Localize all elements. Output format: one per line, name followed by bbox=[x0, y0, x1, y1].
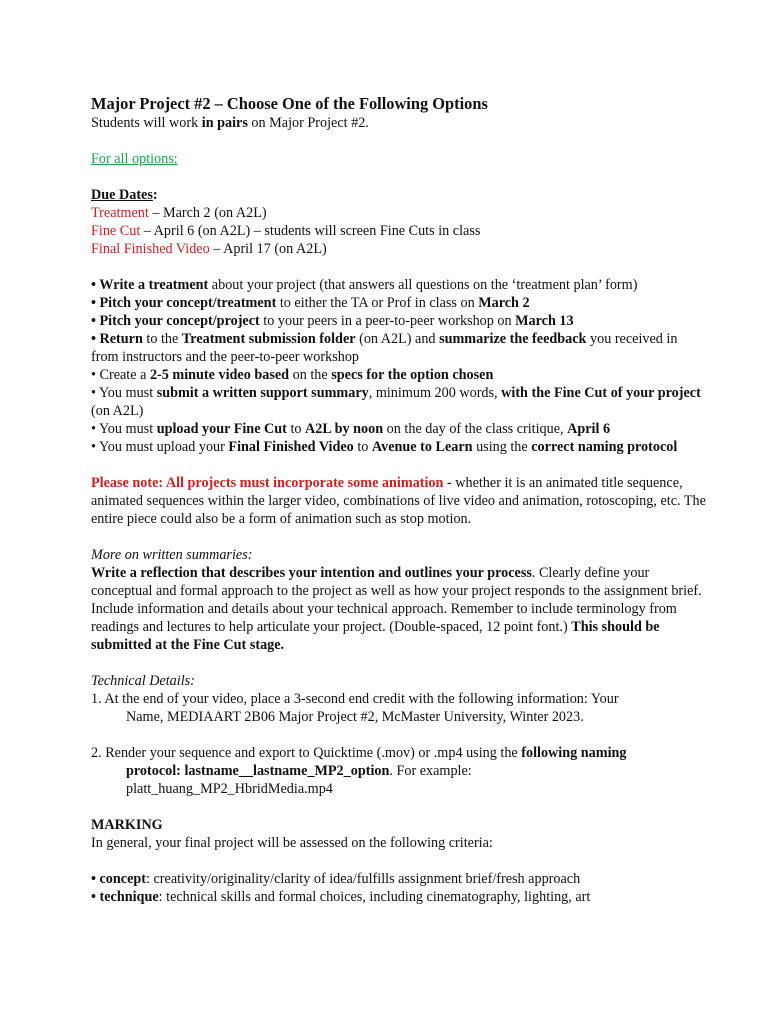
requirement-text: to the bbox=[142, 331, 182, 347]
note-lead: Please note: All projects must incorporate some animation bbox=[91, 475, 444, 491]
requirement-bold: April 6 bbox=[567, 421, 611, 437]
requirement-bold: correct naming protocol bbox=[531, 439, 678, 455]
spacer bbox=[91, 168, 708, 186]
summaries-heading: More on written summaries: bbox=[91, 547, 253, 563]
due-date-label: Treatment bbox=[91, 205, 149, 221]
requirement-text: , minimum 200 words, bbox=[368, 385, 502, 401]
requirement-bold: with the Fine Cut of your project bbox=[501, 385, 701, 401]
requirement-text: • You must upload your bbox=[91, 439, 229, 455]
technical-item-2-line-2 bbox=[91, 762, 708, 780]
due-date-text: – March 2 (on A2L) bbox=[148, 205, 267, 221]
criterion-bold: • technique bbox=[91, 889, 159, 905]
intro-text-end: on Major Project #2. bbox=[247, 115, 369, 131]
due-dates-title: Due Dates bbox=[91, 187, 153, 203]
requirement-text: (on A2L) and bbox=[355, 331, 440, 347]
animation-note bbox=[91, 474, 708, 528]
requirement-text: about your project (that answers all questions on the ‘treatment plan’ form) bbox=[208, 277, 638, 293]
requirement-item bbox=[91, 438, 708, 456]
requirement-text: (on A2L) bbox=[91, 403, 144, 419]
due-date-label: Final Finished Video bbox=[91, 241, 210, 257]
requirement-text: • You must bbox=[91, 385, 157, 401]
requirement-bold: summarize the feedback bbox=[439, 331, 587, 347]
requirement-bold: March 13 bbox=[515, 313, 574, 329]
requirement-text: you received in from instructors and the peer-to-peer workshop bbox=[91, 331, 678, 365]
technical-heading: Technical Details: bbox=[91, 673, 195, 689]
requirement-text: to bbox=[353, 439, 372, 455]
summaries-paragraph bbox=[91, 564, 708, 654]
due-date-final-video bbox=[91, 240, 708, 258]
requirement-bold: upload your Fine Cut bbox=[156, 421, 287, 437]
requirement-bold: submit a written support summary bbox=[156, 385, 369, 401]
spacer bbox=[91, 258, 708, 276]
requirement-item bbox=[91, 330, 708, 366]
requirement-text: • Create a bbox=[91, 367, 150, 383]
technical-item-1-line-2: Name, MEDIAART 2B06 Major Project #2, McMaster University, Winter 2023. bbox=[126, 709, 584, 725]
requirement-bold: Avenue to Learn bbox=[371, 439, 473, 455]
requirement-bold: • Pitch your concept/treatment bbox=[91, 295, 277, 311]
spacer bbox=[91, 456, 708, 474]
requirement-item bbox=[91, 420, 708, 438]
due-date-text: – April 6 (on A2L) – students will screen Fine Cuts in class bbox=[140, 223, 481, 239]
intro-paragraph bbox=[91, 114, 708, 132]
summaries-bold-end: This should be submitted at the Fine Cut stage. bbox=[91, 619, 660, 653]
spacer bbox=[91, 528, 708, 546]
requirement-text: to bbox=[286, 421, 306, 437]
criterion-text: : creativity/originality/clarity of idea/fulfills assignment brief/fresh approach bbox=[146, 871, 581, 887]
spacer bbox=[91, 726, 708, 744]
requirement-text: • You must bbox=[91, 421, 157, 437]
requirement-text: on the day of the class critique, bbox=[383, 421, 568, 437]
technical-item-1-line-1: 1. At the end of your video, place a 3-second end credit with the following information: Your bbox=[91, 691, 619, 707]
intro-text: Students will work bbox=[91, 115, 202, 131]
due-dates-heading bbox=[91, 186, 708, 204]
technical-bold: following naming bbox=[521, 745, 627, 761]
technical-text: . For example: bbox=[389, 763, 472, 779]
requirement-item bbox=[91, 312, 708, 330]
marking-intro: In general, your final project will be assessed on the following criteria: bbox=[91, 835, 493, 851]
requirement-bold: • Pitch your concept/project bbox=[91, 313, 260, 329]
spacer bbox=[91, 852, 708, 870]
requirement-text: to your peers in a peer-to-peer workshop on bbox=[259, 313, 516, 329]
requirement-item bbox=[91, 366, 708, 384]
requirement-bold: • Write a treatment bbox=[91, 277, 209, 293]
requirement-bold: March 2 bbox=[478, 295, 530, 311]
due-date-label: Fine Cut bbox=[91, 223, 141, 239]
due-date-treatment bbox=[91, 204, 708, 222]
summaries-bold-lead: Write a reflection that describes your intention and outlines your process bbox=[91, 565, 532, 581]
note-text: - whether it is an animated title sequence, animated sequences within the larger video, combinations of live video and animation, rotoscoping, etc. The entire piece could also be a form of animation such as stop motion. bbox=[91, 475, 706, 527]
technical-item-2-line-1 bbox=[91, 744, 708, 762]
technical-bold: protocol: lastname__lastname_MP2_option bbox=[126, 763, 390, 779]
options-heading: For all options: bbox=[91, 151, 178, 167]
requirement-bold: A2L by noon bbox=[305, 421, 384, 437]
requirement-bold: 2-5 minute video based bbox=[149, 367, 290, 383]
technical-item-2-line-3: platt_huang_MP2_HbridMedia.mp4 bbox=[126, 781, 333, 797]
marking-criterion bbox=[91, 888, 708, 906]
requirement-bold: • Return bbox=[91, 331, 143, 347]
requirement-text: on the bbox=[289, 367, 332, 383]
due-date-fine-cut bbox=[91, 222, 708, 240]
marking-heading: MARKING bbox=[91, 817, 163, 833]
criterion-bold: • concept bbox=[91, 871, 147, 887]
requirement-text: to either the TA or Prof in class on bbox=[276, 295, 479, 311]
technical-text: 2. Render your sequence and export to Quicktime (.mov) or .mp4 using the bbox=[91, 745, 522, 761]
requirement-bold: Final Finished Video bbox=[228, 439, 354, 455]
summaries-text: . Clearly define your conceptual and formal approach to the project as well as how your project responds to the assignment brief. Include information and details about your technical approach. Remember to include terminology from readings and lectures to help articulate your project. (Double-spaced, 12 point font.) bbox=[91, 565, 702, 635]
requirement-item bbox=[91, 276, 708, 294]
requirement-bold: Treatment submission folder bbox=[181, 331, 356, 347]
marking-criterion bbox=[91, 870, 708, 888]
requirement-text: using the bbox=[472, 439, 532, 455]
due-date-text: – April 17 (on A2L) bbox=[209, 241, 327, 257]
spacer bbox=[91, 654, 708, 672]
requirement-item bbox=[91, 384, 708, 420]
requirement-item bbox=[91, 294, 708, 312]
spacer bbox=[91, 132, 708, 150]
criterion-text: : technical skills and formal choices, including cinematography, lighting, art bbox=[158, 889, 591, 905]
intro-bold: in pairs bbox=[201, 115, 248, 131]
spacer bbox=[91, 798, 708, 816]
due-dates-colon: : bbox=[152, 187, 158, 203]
document-title: Major Project #2 – Choose One of the Following Options bbox=[91, 94, 488, 113]
requirement-bold: specs for the option chosen bbox=[331, 367, 494, 383]
